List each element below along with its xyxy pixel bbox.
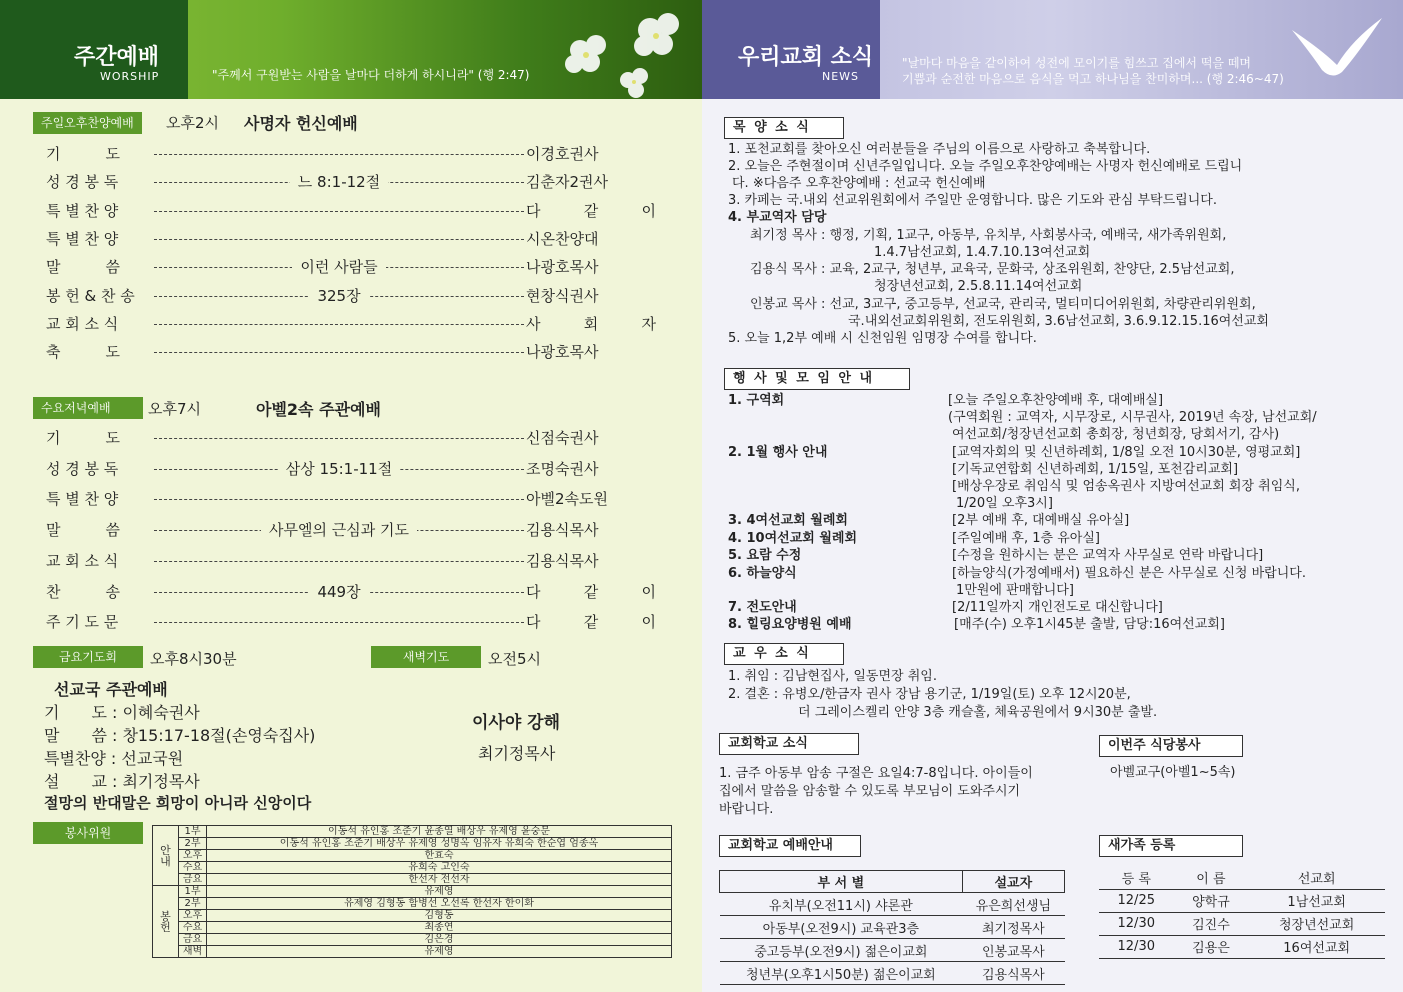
table-row: 봉헌 1부 유제영 <box>153 886 672 898</box>
news-title: 우리교회 소식 <box>738 45 874 70</box>
group-label: 봉헌 <box>153 886 179 958</box>
worship-quote: "주께서 구원받는 사람을 날마다 더하게 하시니라" (행 2:47) <box>212 68 530 82</box>
order-row: 말 씀 사무엘의 근심과 기도 김용식목사 <box>46 521 599 539</box>
news-item: 청장년선교회, 2.5.8.11.14여선교회 <box>874 279 1083 294</box>
news-item: 인봉교 목사 : 선교, 3교구, 중고등부, 선교국, 관리국, 멀티미디어위원회, 차량관리위원회, <box>750 297 1256 312</box>
school-news-box: 교회학교 소식 <box>719 733 859 755</box>
event-label: 8. 힐링요양병원 예배 <box>728 617 852 632</box>
friday-line: 설 교 : 최기정목사 <box>44 772 200 791</box>
event-detail: [교역자회의 및 신년하례회, 1/8일 오전 10시30분, 영평교회] <box>952 445 1301 460</box>
pastoral-news-box: 목 양 소 식 <box>724 117 844 139</box>
dawn-time: 오전5시 <box>488 650 542 668</box>
friday-motto: 절망의 반대말은 희망이 아니라 신앙이다 <box>44 794 312 812</box>
table-row: 오후 한효숙 <box>153 850 672 862</box>
news-item: 국.내외선교회위원회, 전도위원회, 3.6남선교회, 3.6.9.12.15.16여선교회 <box>848 314 1269 329</box>
service-table <box>152 825 672 958</box>
order-row: 기 도 신점숙권사 <box>46 429 599 447</box>
order-row: 교 회 소 식 사 회 자 <box>46 315 656 333</box>
table-row: 중고등부(오전9시) 젊은이교회 인봉교목사 <box>720 939 1065 962</box>
member-news: 더 그레이스켈리 안양 3층 캐슬홀, 체육공원에서 9시30분 출발. <box>798 705 1158 720</box>
worship-title: 주간예배 <box>74 45 160 70</box>
table-row: 금요 김은경 <box>153 934 672 946</box>
members-box: 교 우 소 식 <box>724 643 844 665</box>
worship-header <box>0 0 702 99</box>
order-row: 성 경 봉 독 느 8:1-12절 김춘자2권사 <box>46 173 608 191</box>
table-row: 새벽 유제영 <box>153 946 672 958</box>
sunday-tag: 주일오후찬양예배 <box>33 112 142 134</box>
news-page <box>702 0 1403 992</box>
wednesday-title: 아벨2속 주관예배 <box>256 400 381 419</box>
service-tag: 봉사위원 <box>33 822 143 844</box>
table-row: 12/30 김진수 청장년선교회 <box>1099 912 1385 935</box>
school-news: 집에서 말씀을 암송할 수 있도록 부모님이 도와주시기 <box>719 784 1021 799</box>
friday-line: 기 도 : 이혜숙권사 <box>44 703 200 722</box>
member-news: 1. 취임 : 김남현집사, 일동면장 취임. <box>728 669 937 684</box>
dawn-tag: 새벽기도 <box>371 646 481 668</box>
table-row: 2부 이동석 유인홍 조준기 배상우 유제영 성명옥 임유자 유희숙 한순엽 엄종옥 <box>153 838 672 850</box>
order-row: 특 별 찬 양 시온찬양대 <box>46 230 599 248</box>
table-row: 아동부(오전9시) 교육관3층 최기정목사 <box>720 916 1065 939</box>
news-item: 김용식 목사 : 교육, 2교구, 청년부, 교육국, 문화국, 상조위원회, 찬양단, 2.5남선교회, <box>750 262 1235 277</box>
news-item: 최기정 목사 : 행정, 기획, 1교구, 아동부, 유치부, 사회봉사국, 예배국, 새가족위원회, <box>750 228 1227 243</box>
event-detail: (구역회원 : 교역자, 시무장로, 시무권사, 2019년 속장, 남선교회/ <box>948 410 1317 425</box>
school-news: 바랍니다. <box>719 802 774 817</box>
order-row: 기 도 이경호권사 <box>46 145 599 163</box>
friday-title: 선교국 주관예배 <box>54 680 168 699</box>
event-label: 5. 요람 수정 <box>728 548 802 563</box>
new-family-table <box>1099 866 1385 959</box>
table-row: 수요 유희숙 고인숙 <box>153 862 672 874</box>
worship-subtitle: WORSHIP <box>100 70 160 83</box>
event-label: 7. 전도안내 <box>728 600 797 615</box>
table-row: 12/30 김용은 16여선교회 <box>1099 935 1385 958</box>
school-worship-table <box>719 870 1065 985</box>
order-row: 찬 송 449장 다 같 이 <box>46 583 656 601</box>
event-label: 3. 4여선교회 월례회 <box>728 513 848 528</box>
news-item: 다. ※다음주 오후찬양예배 : 선교국 헌신예배 <box>732 176 986 191</box>
friday-line: 말 씀 : 창15:17-18절(손영숙집사) <box>44 726 316 745</box>
table-row: 청년부(오후1시50분) 젊은이교회 김용식목사 <box>720 962 1065 985</box>
friday-time: 오후8시30분 <box>150 650 237 668</box>
event-detail: [수정을 원하시는 분은 교역자 사무실로 연락 바랍니다] <box>952 548 1264 563</box>
event-label: 6. 하늘양식 <box>728 566 797 581</box>
friday-line: 특별찬양 : 선교국원 <box>44 749 184 768</box>
news-item: 4. 부교역자 담당 <box>728 210 827 225</box>
news-item: 3. 카페는 국.내외 선교위원회에서 주일만 운영합니다. 많은 기도와 관심 부탁드립니다. <box>728 193 1217 208</box>
member-news: 2. 결혼 : 유병오/한금자 권사 장남 용기군, 1/19일(토) 오후 12시20분, <box>728 687 1131 702</box>
bird-icon <box>1282 10 1392 90</box>
order-row: 성 경 봉 독 삼상 15:1-11절 조명숙권사 <box>46 460 599 478</box>
table-row: 오후 김형동 <box>153 910 672 922</box>
event-label: 2. 1월 행사 안내 <box>728 445 828 460</box>
wednesday-tag: 수요저녁예배 <box>33 397 143 419</box>
kitchen-box: 이번주 식당봉사 <box>1099 735 1243 757</box>
news-quote-2: 기쁨과 순전한 마음으로 음식을 먹고 하나님을 찬미하며... (행 2:46~47) <box>902 72 1284 86</box>
table-row: 유치부(오전11시) 샤론관 유은희선생님 <box>720 893 1065 916</box>
event-detail: [배상우장로 취임식 및 엄송옥권사 지방여선교회 회장 취임식, <box>952 479 1300 494</box>
friday-tag: 금요기도회 <box>33 646 143 668</box>
order-row: 교 회 소 식 김용식목사 <box>46 552 599 570</box>
table-row: 안내 1부 이동석 유인홍 조준기 윤종열 배상우 유제영 윤숭문 <box>153 826 672 838</box>
news-header <box>702 0 1403 99</box>
event-detail: [2부 예배 후, 대예배실 유아실] <box>952 513 1130 528</box>
order-row: 주 기 도 문 다 같 이 <box>46 613 656 631</box>
news-quote-1: "날마다 마음을 같이하여 성전에 모이기를 힘쓰고 집에서 떡을 떼며 <box>902 56 1252 70</box>
table-row: 금요 한선자 전선자 <box>153 874 672 886</box>
school-worship-box: 교회학교 예배안내 <box>719 835 861 857</box>
event-detail: [기독교연합회 신년하례회, 1/15일, 포천감리교회] <box>952 462 1239 477</box>
event-detail: 1만원에 판매합니다] <box>956 583 1074 598</box>
news-item: 1. 포천교회를 찾아오신 여러분들을 주님의 이름으로 사랑하고 축복합니다. <box>728 142 1151 157</box>
wednesday-time: 오후7시 <box>148 400 202 418</box>
group-label: 안내 <box>153 826 179 886</box>
news-item: 2. 오늘은 주현절이며 신년주일입니다. 오늘 주일오후찬양예배는 사명자 헌신예배로 드립니 <box>728 159 1243 174</box>
news-subtitle: NEWS <box>822 70 860 83</box>
event-label: 4. 10여선교회 월례회 <box>728 531 858 546</box>
school-news: 1. 금주 아동부 암송 구절은 요일4:7-8입니다. 아이들이 <box>719 766 1033 781</box>
order-row: 봉 헌 & 찬 송 325장 현창식권사 <box>46 287 599 305</box>
isaiah-preacher: 최기정목사 <box>478 744 556 763</box>
event-detail: [매주(수) 오후1시45분 출발, 담당:16여선교회] <box>954 617 1225 632</box>
news-item: 1.4.7남선교회, 1.4.7.10.13여선교회 <box>874 245 1091 260</box>
isaiah-title: 이사야 강해 <box>472 713 561 733</box>
events-box: 행 사 및 모 임 안 내 <box>724 368 910 390</box>
order-row: 축 도 나광호목사 <box>46 343 599 361</box>
event-detail: [오늘 주일오후찬양예배 후, 대예배실] <box>948 393 1164 408</box>
table-row: 12/25 양학규 1남선교회 <box>1099 889 1385 912</box>
order-row: 특 별 찬 양 아벨2속도원 <box>46 490 608 508</box>
event-detail: [하늘양식(가정예배서) 필요하신 분은 사무실로 신청 바랍니다. <box>952 566 1306 581</box>
event-detail: 1/20일 오후3시] <box>956 496 1053 511</box>
sunday-time: 오후2시 <box>166 114 220 132</box>
kitchen-team: 아벨교구(아벨1~5속) <box>1110 765 1236 780</box>
news-item: 5. 오늘 1,2부 예배 시 신천임원 임명장 수여를 합니다. <box>728 331 1037 346</box>
event-detail: [2/11일까지 개인전도로 대신합니다] <box>952 600 1163 615</box>
event-detail: [주일예배 후, 1층 유아실] <box>952 531 1100 546</box>
table-row: 부 서 별 설교자 <box>720 871 1065 893</box>
new-family-box: 새가족 등록 <box>1099 835 1243 857</box>
order-row: 말 씀 이런 사람들 나광호목사 <box>46 258 599 276</box>
sunday-title: 사명자 헌신예배 <box>244 114 358 133</box>
flower-icon <box>540 0 702 99</box>
event-label: 1. 구역회 <box>728 393 785 408</box>
table-row: 수요 최종연 <box>153 922 672 934</box>
event-detail: 여선교회/청장년선교회 총회장, 청년회장, 당회서기, 감사) <box>952 427 1280 442</box>
table-row: 등 록 이 름 선교회 <box>1099 866 1385 889</box>
order-row: 특 별 찬 양 다 같 이 <box>46 202 656 220</box>
table-row: 2부 유제영 김형동 함병선 오선록 한선자 한이화 <box>153 898 672 910</box>
